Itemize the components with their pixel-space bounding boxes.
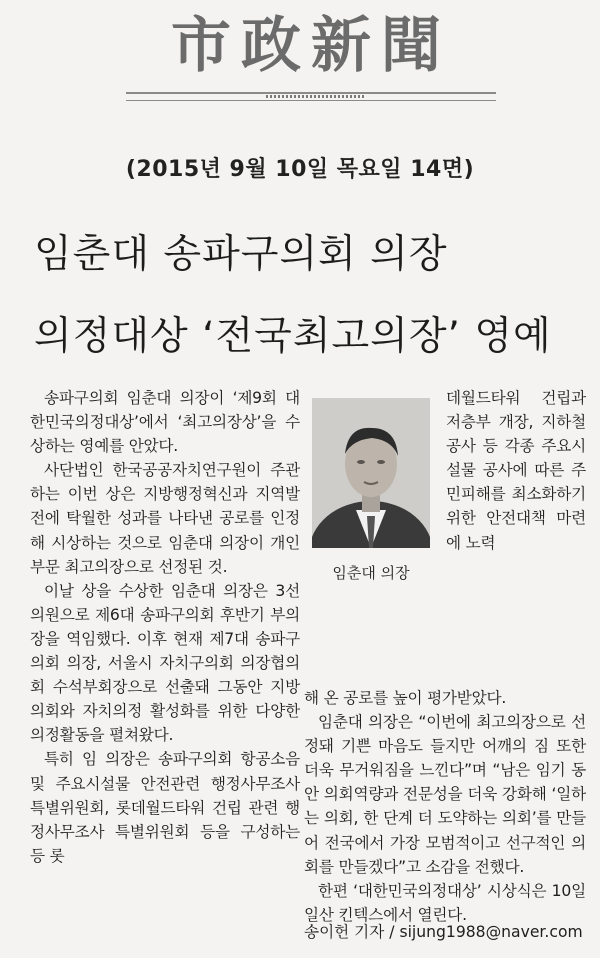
article-column-right-top (446, 386, 586, 555)
photo-caption: 임춘대 의장 (332, 564, 410, 582)
article-paragraph: 특히 임 의장은 송파구의회 항공소음 및 주요시설물 안전관련 행정사무조사 특별위원회, 롯데월드타워 건립 관련 행정사무조사 특별위원회 등을 구성하는 등 롯 (30, 750, 300, 865)
masthead-rule-dots (266, 95, 366, 98)
portrait-illustration (312, 398, 430, 548)
headline-line-1: 임춘대 송파구의회 의장 (34, 232, 448, 277)
article-paragraph: 임춘대 의장은 “이번에 최고의장으로 선정돼 기쁜 마음도 들지만 어깨의 짐 또한 더욱 무거워짐을 느낀다”며 “남은 임기 동안 의회역량과 전문성을 더욱 강화해 ‘일하는 의회, 한 단계 더 도약하는 의회’를 만들어 전국에서 가장 모범적이고 선구적인 의회를 만들겠다”고 소감을 전했다. (304, 713, 586, 876)
dateline: (2015년 9월 10일 목요일 14면) (125, 157, 475, 182)
masthead-rule (126, 92, 496, 101)
article-paragraph: 사단법인 한국공공자치연구원이 주관하는 이번 상은 지방행정혁신과 지역발전에 탁월한 성과를 나타낸 공로를 인정해 시상하는 것으로 임춘대 의장이 개인부문 최고의장으로 선정된 것. (30, 461, 300, 576)
portrait-photo (312, 398, 430, 548)
article-paragraph: 송파구의회 임춘대 의장이 ‘제9회 대한민국의정대상’에서 ‘최고의장상’을 수상하는 영예를 안았다. (30, 389, 300, 456)
article-column-left (30, 386, 300, 868)
article-paragraph: 해 온 공로를 높이 평가받았다. (304, 689, 507, 707)
article-paragraph: 데월드타워 건립과 저층부 개장, 지하철 공사 등 각종 주요시설물 공사에 따른 주민피해를 최소화하기 위한 안전대책 마련에 노력 (446, 389, 586, 552)
article-paragraph: 이날 상을 수상한 임춘대 의장은 3선 의원으로 제6대 송파구의회 후반기 부의장을 역임했다. 이후 현재 제7대 송파구의회 의장, 서울시 자치구의회 의장협의회 수석부회장으로 선출돼 그동안 지방의회와 자치의정 활성화를 위한 다양한 의정활동을 펼쳐왔다. (30, 581, 300, 745)
article-column-right-bottom (304, 686, 586, 927)
masthead (126, 8, 496, 106)
article-paragraph: 한편 ‘대한민국의정대상’ 시상식은 10일 일산 킨텍스에서 열린다. (304, 881, 586, 924)
byline: 송이헌 기자 / sijung1988@naver.com (304, 923, 583, 941)
masthead-title: 市政新聞 (171, 11, 451, 81)
headline-line-2: 의정대상 ‘전국최고의장’ 영예 (34, 314, 552, 359)
